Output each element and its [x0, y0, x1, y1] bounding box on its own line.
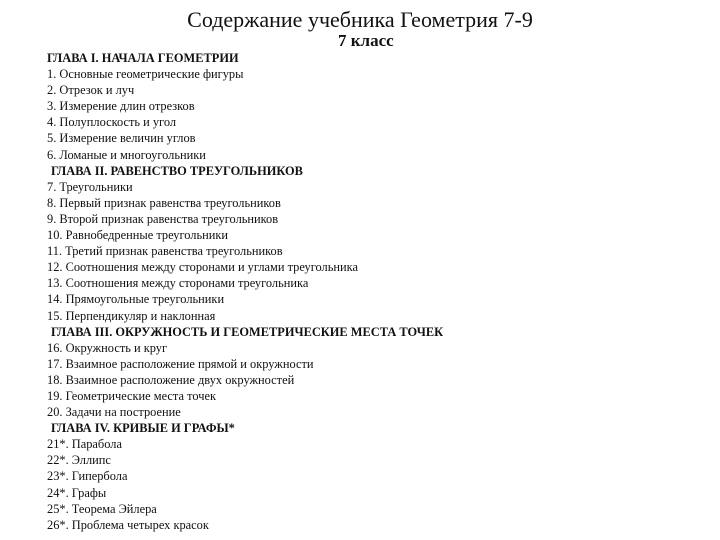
toc-item: 14. Прямоугольные треугольники: [47, 292, 225, 307]
toc-chapter-heading: ГЛАВА I. НАЧАЛА ГЕОМЕТРИИ: [47, 51, 239, 65]
toc-item: 18. Взаимное расположение двух окружностей: [47, 372, 295, 387]
toc-chapter-heading: ГЛАВА II. РАВЕНСТВО ТРЕУГОЛЬНИКОВ: [51, 163, 303, 178]
toc-item: 7. Треугольники: [47, 179, 133, 194]
toc-item: 5. Измерение величин углов: [47, 131, 196, 146]
toc-item: 26*. Проблема четырех красок: [47, 517, 209, 532]
toc-item: 24*. Графы: [47, 485, 107, 500]
toc-item: 4. Полуплоскость и угол: [47, 115, 177, 130]
toc-item: 6. Ломаные и многоугольники: [47, 147, 206, 162]
toc-item: 10. Равнобедренные треугольники: [47, 228, 229, 243]
table-of-contents: [47, 50, 707, 533]
toc-item: 2. Отрезок и луч: [47, 83, 135, 98]
toc-item: 23*. Гипербола: [47, 469, 128, 484]
toc-item: 8. Первый признак равенства треугольников: [47, 195, 281, 210]
toc-item: 11. Третий признак равенства треугольников: [47, 244, 283, 259]
toc-item: 9. Второй признак равенства треугольников: [47, 211, 279, 226]
toc-item: 17. Взаимное расположение прямой и окружности: [47, 356, 314, 371]
page-title: Содержание учебника Геометрия 7-9: [187, 7, 533, 32]
toc-chapter-heading: ГЛАВА IV. КРИВЫЕ И ГРАФЫ*: [51, 421, 235, 436]
toc-item: 19. Геометрические места точек: [47, 388, 216, 403]
toc-item: 1. Основные геометрические фигуры: [47, 67, 244, 82]
toc-item: 21*. Парабола: [47, 437, 122, 452]
toc-item: 15. Перпендикуляр и наклонная: [47, 308, 216, 323]
toc-chapter-heading: ГЛАВА III. ОКРУЖНОСТЬ И ГЕОМЕТРИЧЕСКИЕ МЕСТА ТОЧЕК: [51, 324, 444, 339]
toc-item: 25*. Теорема Эйлера: [47, 501, 157, 516]
toc-item: 12. Соотношения между сторонами и углами треугольника: [47, 260, 358, 275]
toc-item: 3. Измерение длин отрезков: [47, 99, 195, 114]
toc-item: 22*. Эллипс: [47, 453, 111, 468]
page-subtitle: 7 класс: [338, 31, 394, 50]
toc-item: 13. Соотношения между сторонами треугольника: [47, 276, 309, 291]
toc-item: 20. Задачи на построение: [47, 405, 181, 420]
toc-item: 16. Окружность и круг: [47, 340, 168, 355]
